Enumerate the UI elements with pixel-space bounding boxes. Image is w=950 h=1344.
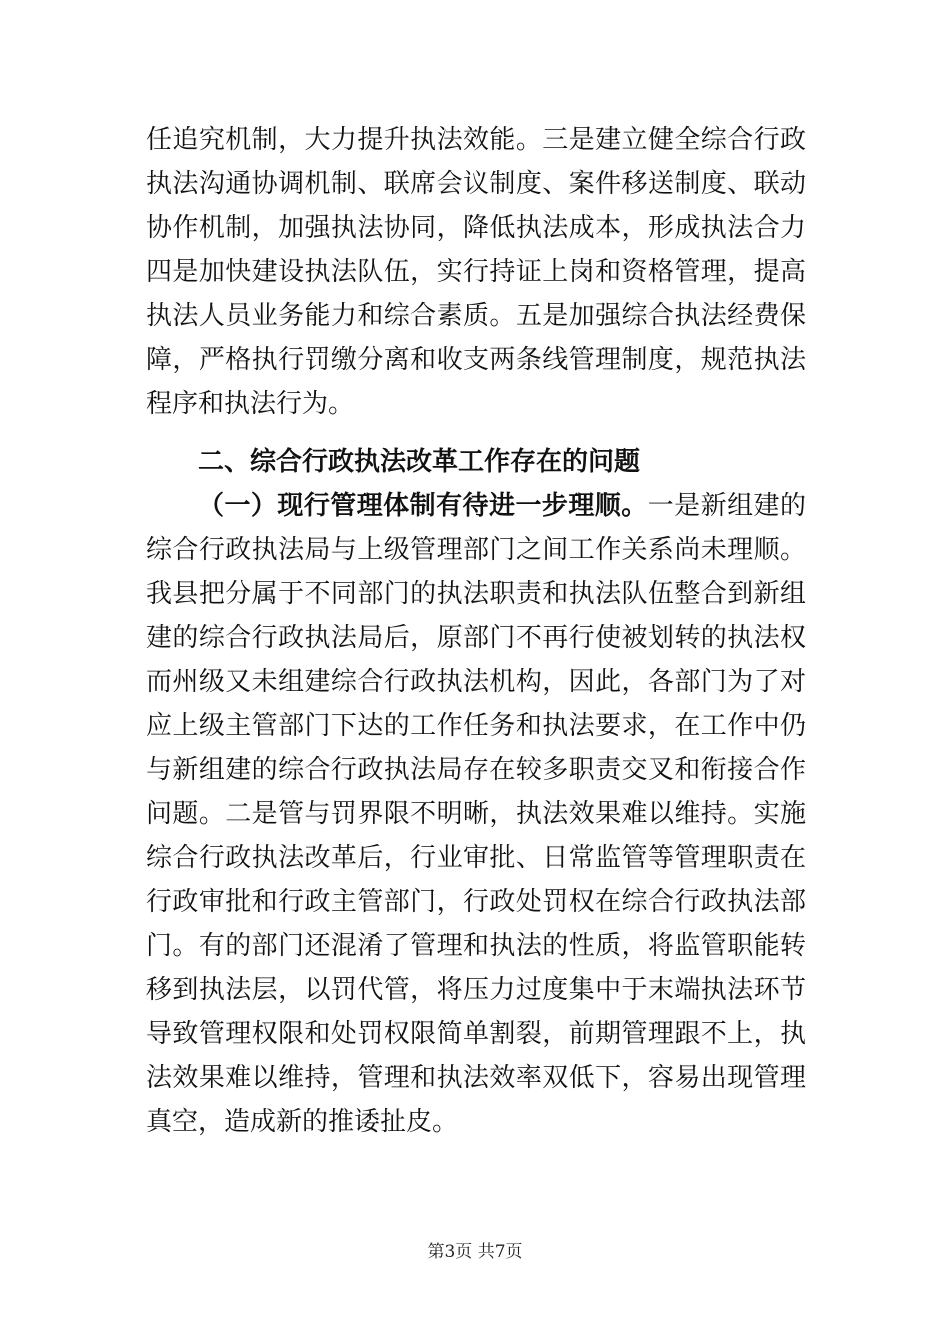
paragraph-line: 与新组建的综合行政执法局存在较多职责交叉和衔接合作 [146,755,806,785]
paragraph-line: 程序和执法行为。 [146,389,355,419]
paragraph-line: 任追究机制，大力提升执法效能。三是建立健全综合行政 [146,125,806,155]
paragraph-line: 协作机制，加强执法协同，降低执法成本，形成执法合力 [146,213,806,243]
paragraph-line: 执法沟通协调机制、联席会议制度、案件移送制度、联动 [146,169,806,199]
paragraph-line: 法效果难以维持，管理和执法效率双低下，容易出现管理 [146,1063,806,1093]
sub-heading-rest: 一是新组建的 [647,491,806,521]
paragraph-line: 四是加快建设执法队伍，实行持证上岗和资格管理，提高 [146,257,806,287]
page-number-footer: 第3页 共7页 [427,1242,523,1262]
section-heading: 二、综合行政执法改革工作存在的问题 [198,447,641,477]
sub-heading: （一）现行管理体制有待进一步理顺。 [198,491,648,521]
paragraph-line: 行政审批和行政主管部门，行政处罚权在综合行政执法部 [146,887,806,917]
paragraph-line: 建的综合行政执法局后，原部门不再行使被划转的执法权 [146,623,806,653]
paragraph-line: 门。有的部门还混淆了管理和执法的性质，将监管职能转 [146,931,806,961]
paragraph-line: 而州级又未组建综合行政执法机构，因此，各部门为了对 [146,667,806,697]
paragraph-line: 综合行政执法改革后，行业审批、日常监管等管理职责在 [146,843,806,873]
paragraph-line: 应上级主管部门下达的工作任务和执法要求，在工作中仍 [146,711,806,741]
paragraph-line: 综合行政执法局与上级管理部门之间工作关系尚未理顺。 [146,535,806,565]
paragraph-line: 障，严格执行罚缴分离和收支两条线管理制度，规范执法 [146,345,806,375]
sub-heading-line [198,484,806,528]
paragraph-line: 问题。二是管与罚界限不明晰，执法效果难以维持。实施 [146,799,806,829]
paragraph-line: 导致管理权限和处罚权限简单割裂，前期管理跟不上，执 [146,1019,806,1049]
paragraph-line: 真空，造成新的推诿扯皮。 [146,1107,459,1137]
paragraph-line: 移到执法层，以罚代管，将压力过度集中于末端执法环节 [146,975,806,1005]
paragraph-line: 执法人员业务能力和综合素质。五是加强综合执法经费保 [146,301,806,331]
paragraph-line: 我县把分属于不同部门的执法职责和执法队伍整合到新组 [146,579,806,609]
